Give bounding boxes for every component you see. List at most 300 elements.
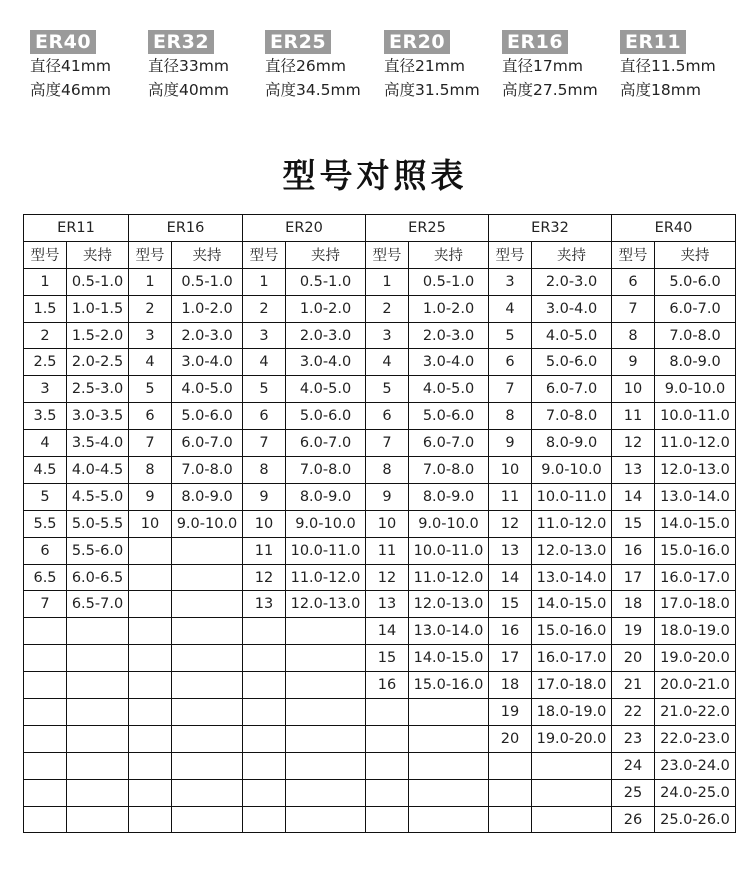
model-cell: 8 — [366, 457, 409, 484]
model-cell: 19 — [489, 699, 532, 726]
spec-er11 — [620, 30, 716, 102]
clamp-cell — [532, 806, 612, 833]
table-body — [24, 268, 736, 833]
model-cell — [129, 564, 172, 591]
model-cell — [366, 725, 409, 752]
clamp-cell: 10.0-11.0 — [286, 537, 366, 564]
height-text: 高度27.5mm — [502, 81, 598, 99]
spec-er25 — [265, 30, 361, 102]
model-cell: 3 — [366, 322, 409, 349]
model-cell: 10 — [489, 457, 532, 484]
diameter-text: 直径21mm — [384, 57, 465, 75]
clamp-cell: 25.0-26.0 — [655, 806, 736, 833]
model-cell — [366, 752, 409, 779]
clamp-cell: 8.0-9.0 — [409, 483, 489, 510]
model-cell — [129, 725, 172, 752]
model-cell: 5 — [24, 483, 67, 510]
model-cell: 20 — [489, 725, 532, 752]
table-row — [24, 295, 736, 322]
table-row — [24, 349, 736, 376]
clamp-cell — [67, 725, 129, 752]
clamp-cell: 11.0-12.0 — [532, 510, 612, 537]
model-cell: 17 — [612, 564, 655, 591]
table-row — [24, 430, 736, 457]
clamp-cell: 7.0-8.0 — [286, 457, 366, 484]
clamp-cell: 6.0-6.5 — [67, 564, 129, 591]
clamp-cell: 19.0-20.0 — [655, 645, 736, 672]
model-cell: 12 — [243, 564, 286, 591]
model-cell: 5 — [243, 376, 286, 403]
model-cell — [129, 672, 172, 699]
model-badge: ER32 — [148, 30, 214, 54]
clamp-cell — [286, 725, 366, 752]
clamp-cell: 22.0-23.0 — [655, 725, 736, 752]
model-cell — [129, 645, 172, 672]
clamp-cell: 0.5-1.0 — [67, 268, 129, 295]
clamp-cell — [172, 591, 243, 618]
clamp-cell — [286, 779, 366, 806]
table-row — [24, 618, 736, 645]
clamp-cell: 12.0-13.0 — [409, 591, 489, 618]
model-cell: 6 — [489, 349, 532, 376]
model-cell — [243, 699, 286, 726]
model-cell: 15 — [489, 591, 532, 618]
clamp-cell: 1.5-2.0 — [67, 322, 129, 349]
column-header-clamp: 夹持 — [409, 241, 489, 268]
model-cell: 7 — [24, 591, 67, 618]
diameter-text: 直径17mm — [502, 57, 583, 75]
clamp-cell: 15.0-16.0 — [532, 618, 612, 645]
clamp-cell: 3.0-4.0 — [409, 349, 489, 376]
model-cell — [366, 779, 409, 806]
model-cell — [129, 806, 172, 833]
model-cell: 21 — [612, 672, 655, 699]
model-cell — [129, 537, 172, 564]
model-cell: 13 — [612, 457, 655, 484]
clamp-cell: 0.5-1.0 — [409, 268, 489, 295]
clamp-cell: 18.0-19.0 — [532, 699, 612, 726]
clamp-cell: 8.0-9.0 — [172, 483, 243, 510]
model-cell: 12 — [489, 510, 532, 537]
model-cell — [24, 806, 67, 833]
height-text: 高度34.5mm — [265, 81, 361, 99]
model-cell — [243, 672, 286, 699]
model-cell: 1 — [129, 268, 172, 295]
model-cell: 4 — [366, 349, 409, 376]
model-cell: 22 — [612, 699, 655, 726]
clamp-cell: 7.0-8.0 — [172, 457, 243, 484]
clamp-cell — [172, 779, 243, 806]
clamp-cell — [286, 618, 366, 645]
model-cell: 18 — [489, 672, 532, 699]
model-cell: 15 — [366, 645, 409, 672]
model-cell — [129, 779, 172, 806]
table-row — [24, 564, 736, 591]
model-cell — [24, 618, 67, 645]
model-cell — [243, 645, 286, 672]
group-header-row — [24, 215, 736, 242]
clamp-cell: 3.0-4.0 — [172, 349, 243, 376]
clamp-cell: 3.5-4.0 — [67, 430, 129, 457]
model-cell — [243, 752, 286, 779]
clamp-cell: 6.0-7.0 — [409, 430, 489, 457]
model-cell: 20 — [612, 645, 655, 672]
clamp-cell: 4.0-5.0 — [409, 376, 489, 403]
model-cell — [366, 806, 409, 833]
model-cell: 4 — [243, 349, 286, 376]
model-cell: 9 — [612, 349, 655, 376]
model-cell: 1 — [366, 268, 409, 295]
model-cell: 7 — [366, 430, 409, 457]
page-title: 型号对照表 — [282, 156, 468, 195]
clamp-cell — [172, 752, 243, 779]
column-header-model: 型号 — [243, 241, 286, 268]
clamp-cell: 8.0-9.0 — [286, 483, 366, 510]
model-cell: 10 — [366, 510, 409, 537]
column-header-model: 型号 — [24, 241, 67, 268]
clamp-cell — [409, 806, 489, 833]
clamp-cell: 5.0-6.0 — [655, 268, 736, 295]
clamp-cell: 15.0-16.0 — [409, 672, 489, 699]
clamp-cell — [532, 752, 612, 779]
clamp-cell: 6.0-7.0 — [286, 430, 366, 457]
clamp-cell — [67, 752, 129, 779]
clamp-cell: 11.0-12.0 — [409, 564, 489, 591]
clamp-cell: 16.0-17.0 — [655, 564, 736, 591]
model-cell: 3 — [489, 268, 532, 295]
model-cell: 14 — [366, 618, 409, 645]
clamp-cell — [409, 779, 489, 806]
model-cell: 26 — [612, 806, 655, 833]
table-row — [24, 268, 736, 295]
table-row — [24, 322, 736, 349]
clamp-cell — [172, 645, 243, 672]
clamp-cell: 9.0-10.0 — [409, 510, 489, 537]
clamp-cell — [67, 618, 129, 645]
model-cell: 13 — [243, 591, 286, 618]
clamp-cell — [172, 537, 243, 564]
model-badge: ER16 — [502, 30, 568, 54]
model-cell: 2 — [129, 295, 172, 322]
table-row — [24, 699, 736, 726]
model-cell: 11 — [366, 537, 409, 564]
clamp-cell: 1.0-2.0 — [172, 295, 243, 322]
clamp-cell — [409, 725, 489, 752]
clamp-cell: 8.0-9.0 — [655, 349, 736, 376]
model-cell: 25 — [612, 779, 655, 806]
clamp-cell: 5.0-6.0 — [409, 403, 489, 430]
spec-er32 — [148, 30, 229, 102]
diameter-text: 直径33mm — [148, 57, 229, 75]
clamp-cell — [172, 725, 243, 752]
clamp-cell: 18.0-19.0 — [655, 618, 736, 645]
clamp-cell: 5.0-6.0 — [532, 349, 612, 376]
table-row — [24, 537, 736, 564]
clamp-cell — [286, 645, 366, 672]
clamp-cell: 10.0-11.0 — [655, 403, 736, 430]
column-header-model: 型号 — [612, 241, 655, 268]
model-cell: 9 — [129, 483, 172, 510]
table-row — [24, 806, 736, 833]
group-header: ER32 — [489, 215, 612, 242]
clamp-cell: 9.0-10.0 — [172, 510, 243, 537]
model-cell — [24, 672, 67, 699]
height-text: 高度46mm — [30, 81, 111, 99]
clamp-cell: 6.0-7.0 — [532, 376, 612, 403]
model-cell: 11 — [612, 403, 655, 430]
clamp-cell: 7.0-8.0 — [655, 322, 736, 349]
clamp-cell: 2.0-3.0 — [409, 322, 489, 349]
model-cell: 10 — [243, 510, 286, 537]
model-cell — [129, 699, 172, 726]
clamp-cell: 7.0-8.0 — [532, 403, 612, 430]
clamp-cell: 5.0-5.5 — [67, 510, 129, 537]
clamp-cell: 2.0-3.0 — [532, 268, 612, 295]
model-cell: 12 — [612, 430, 655, 457]
model-cell: 10 — [612, 376, 655, 403]
clamp-cell: 4.0-5.0 — [532, 322, 612, 349]
clamp-cell — [67, 645, 129, 672]
clamp-cell: 1.0-1.5 — [67, 295, 129, 322]
model-cell — [243, 725, 286, 752]
model-cell: 3 — [24, 376, 67, 403]
model-cell — [24, 725, 67, 752]
model-cell: 6.5 — [24, 564, 67, 591]
clamp-cell — [286, 699, 366, 726]
clamp-cell: 13.0-14.0 — [655, 483, 736, 510]
model-cell — [489, 806, 532, 833]
clamp-cell: 6.0-7.0 — [172, 430, 243, 457]
clamp-cell: 11.0-12.0 — [655, 430, 736, 457]
model-cell — [24, 699, 67, 726]
model-badge: ER40 — [30, 30, 96, 54]
clamp-cell: 7.0-8.0 — [409, 457, 489, 484]
model-badge: ER11 — [620, 30, 686, 54]
clamp-cell — [286, 752, 366, 779]
clamp-cell — [409, 699, 489, 726]
model-cell: 13 — [366, 591, 409, 618]
model-cell: 23 — [612, 725, 655, 752]
model-cell: 15 — [612, 510, 655, 537]
clamp-cell: 5.5-6.0 — [67, 537, 129, 564]
model-cell: 7 — [612, 295, 655, 322]
model-cell: 8 — [612, 322, 655, 349]
table-row — [24, 457, 736, 484]
clamp-cell: 23.0-24.0 — [655, 752, 736, 779]
model-cell: 19 — [612, 618, 655, 645]
model-cell: 8 — [489, 403, 532, 430]
column-header-clamp: 夹持 — [67, 241, 129, 268]
model-cell — [24, 779, 67, 806]
model-cell: 14 — [612, 483, 655, 510]
model-cell — [243, 806, 286, 833]
model-cell: 3 — [243, 322, 286, 349]
column-header-model: 型号 — [489, 241, 532, 268]
clamp-cell: 4.0-5.0 — [172, 376, 243, 403]
clamp-cell — [172, 618, 243, 645]
model-cell: 4 — [129, 349, 172, 376]
clamp-cell — [172, 806, 243, 833]
clamp-cell: 9.0-10.0 — [286, 510, 366, 537]
model-cell — [243, 779, 286, 806]
spec-er20 — [384, 30, 480, 102]
clamp-cell: 6.0-7.0 — [655, 295, 736, 322]
clamp-cell: 2.5-3.0 — [67, 376, 129, 403]
model-cell: 6 — [612, 268, 655, 295]
model-cell: 1 — [243, 268, 286, 295]
model-cell: 10 — [129, 510, 172, 537]
group-header: ER25 — [366, 215, 489, 242]
model-cell: 17 — [489, 645, 532, 672]
model-badge: ER25 — [265, 30, 331, 54]
table-row — [24, 725, 736, 752]
clamp-cell — [67, 806, 129, 833]
model-cell: 5 — [129, 376, 172, 403]
model-cell: 24 — [612, 752, 655, 779]
diameter-text: 直径26mm — [265, 57, 346, 75]
clamp-cell: 14.0-15.0 — [655, 510, 736, 537]
table-row — [24, 403, 736, 430]
column-header-row — [24, 241, 736, 268]
model-cell: 3.5 — [24, 403, 67, 430]
clamp-cell: 13.0-14.0 — [532, 564, 612, 591]
diameter-text: 直径41mm — [30, 57, 111, 75]
model-cell: 9 — [489, 430, 532, 457]
clamp-cell: 17.0-18.0 — [655, 591, 736, 618]
model-cell — [129, 752, 172, 779]
clamp-cell — [172, 672, 243, 699]
model-cell: 4 — [24, 430, 67, 457]
clamp-cell: 1.0-2.0 — [409, 295, 489, 322]
clamp-cell: 15.0-16.0 — [655, 537, 736, 564]
table-row — [24, 752, 736, 779]
clamp-cell — [172, 564, 243, 591]
column-header-clamp: 夹持 — [532, 241, 612, 268]
model-cell: 7 — [243, 430, 286, 457]
model-cell: 18 — [612, 591, 655, 618]
model-cell — [366, 699, 409, 726]
clamp-cell: 16.0-17.0 — [532, 645, 612, 672]
clamp-cell — [67, 699, 129, 726]
model-cell: 8 — [129, 457, 172, 484]
clamp-cell: 1.0-2.0 — [286, 295, 366, 322]
clamp-cell: 10.0-11.0 — [409, 537, 489, 564]
model-cell — [489, 779, 532, 806]
model-cell — [129, 591, 172, 618]
clamp-cell: 24.0-25.0 — [655, 779, 736, 806]
height-text: 高度40mm — [148, 81, 229, 99]
column-header-clamp: 夹持 — [286, 241, 366, 268]
spec-er16 — [502, 30, 598, 102]
group-header: ER20 — [243, 215, 366, 242]
clamp-cell: 11.0-12.0 — [286, 564, 366, 591]
model-cell — [129, 618, 172, 645]
model-cell: 1.5 — [24, 295, 67, 322]
clamp-cell: 2.0-3.0 — [172, 322, 243, 349]
spec-er40 — [30, 30, 111, 102]
clamp-cell: 5.0-6.0 — [172, 403, 243, 430]
column-header-model: 型号 — [129, 241, 172, 268]
model-cell: 9 — [366, 483, 409, 510]
clamp-cell: 20.0-21.0 — [655, 672, 736, 699]
height-text: 高度31.5mm — [384, 81, 480, 99]
clamp-cell: 9.0-10.0 — [655, 376, 736, 403]
group-header: ER16 — [129, 215, 243, 242]
model-cell: 6 — [366, 403, 409, 430]
model-cell: 7 — [129, 430, 172, 457]
clamp-cell: 4.0-5.0 — [286, 376, 366, 403]
clamp-cell: 9.0-10.0 — [532, 457, 612, 484]
column-header-model: 型号 — [366, 241, 409, 268]
model-cell — [489, 752, 532, 779]
model-cell: 13 — [489, 537, 532, 564]
column-header-clamp: 夹持 — [655, 241, 736, 268]
table-row — [24, 645, 736, 672]
model-cell: 5 — [366, 376, 409, 403]
clamp-cell — [67, 779, 129, 806]
group-header: ER40 — [612, 215, 736, 242]
clamp-cell: 3.0-4.0 — [532, 295, 612, 322]
table-row — [24, 591, 736, 618]
table-row — [24, 376, 736, 403]
model-cell: 5 — [489, 322, 532, 349]
model-cell: 2 — [366, 295, 409, 322]
clamp-cell: 14.0-15.0 — [532, 591, 612, 618]
table-row — [24, 510, 736, 537]
model-cell: 6 — [24, 537, 67, 564]
model-cell: 6 — [129, 403, 172, 430]
clamp-cell — [532, 779, 612, 806]
model-comparison-table — [23, 214, 736, 833]
clamp-cell: 2.0-3.0 — [286, 322, 366, 349]
table-row — [24, 672, 736, 699]
model-cell: 14 — [489, 564, 532, 591]
clamp-cell: 0.5-1.0 — [172, 268, 243, 295]
clamp-cell: 4.5-5.0 — [67, 483, 129, 510]
model-badge: ER20 — [384, 30, 450, 54]
clamp-cell: 19.0-20.0 — [532, 725, 612, 752]
clamp-cell: 4.0-4.5 — [67, 457, 129, 484]
model-cell: 11 — [489, 483, 532, 510]
column-header-clamp: 夹持 — [172, 241, 243, 268]
group-header: ER11 — [24, 215, 129, 242]
model-cell: 7 — [489, 376, 532, 403]
clamp-cell: 17.0-18.0 — [532, 672, 612, 699]
clamp-cell: 0.5-1.0 — [286, 268, 366, 295]
clamp-cell: 12.0-13.0 — [532, 537, 612, 564]
model-cell: 4.5 — [24, 457, 67, 484]
clamp-cell: 2.0-2.5 — [67, 349, 129, 376]
clamp-cell: 8.0-9.0 — [532, 430, 612, 457]
model-cell: 16 — [612, 537, 655, 564]
model-cell: 11 — [243, 537, 286, 564]
model-cell: 16 — [489, 618, 532, 645]
clamp-cell: 10.0-11.0 — [532, 483, 612, 510]
clamp-cell: 12.0-13.0 — [655, 457, 736, 484]
model-cell: 16 — [366, 672, 409, 699]
model-cell: 6 — [243, 403, 286, 430]
diameter-text: 直径11.5mm — [620, 57, 716, 75]
clamp-cell: 14.0-15.0 — [409, 645, 489, 672]
clamp-cell — [286, 672, 366, 699]
model-cell: 2 — [24, 322, 67, 349]
clamp-cell: 13.0-14.0 — [409, 618, 489, 645]
height-text: 高度18mm — [620, 81, 701, 99]
clamp-cell: 12.0-13.0 — [286, 591, 366, 618]
clamp-cell — [172, 699, 243, 726]
model-cell: 12 — [366, 564, 409, 591]
model-cell: 1 — [24, 268, 67, 295]
